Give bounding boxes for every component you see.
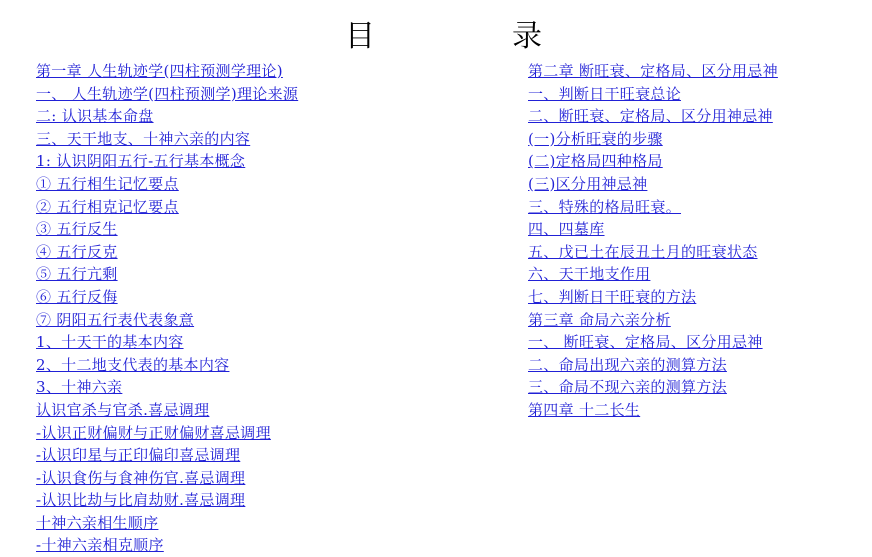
toc-entry[interactable]: ③ 五行反生 (36, 220, 118, 239)
toc-entry[interactable]: (一)分析旺衰的步骤 (528, 129, 663, 148)
toc-entry[interactable]: 一、 人生轨迹学(四柱预测学)理论来源 (36, 84, 299, 103)
toc-entry[interactable]: 七、判断日干旺衰的方法 (528, 287, 697, 306)
toc-entry[interactable]: 四、四墓库 (528, 220, 605, 239)
toc-entry[interactable]: 二: 认识基本命盘 (36, 107, 154, 126)
toc-entry[interactable]: 第三章 命局六亲分析 (528, 310, 671, 329)
toc-entry[interactable]: 第四章 十二长生 (528, 400, 641, 419)
toc-entry[interactable]: ⑥ 五行反侮 (36, 287, 118, 306)
toc-entry[interactable]: (三)区分用神忌神 (528, 174, 648, 193)
toc-entry[interactable]: -认识比劫与比肩劫财.喜忌调理 (36, 491, 246, 510)
toc-entry[interactable]: 三、命局不现六亲的测算方法 (528, 378, 727, 397)
toc-entry[interactable]: 3、十神六亲 (36, 378, 123, 397)
toc-entry[interactable]: -认识正财偏财与正财偏财喜忌调理 (36, 423, 271, 442)
toc-right-column (528, 60, 858, 422)
toc-entry[interactable]: ④ 五行反克 (36, 242, 118, 261)
toc-entry[interactable]: 一、判断日干旺衰总论 (528, 84, 682, 103)
toc-entry[interactable]: 第一章 人生轨迹学(四柱预测学理论) (36, 62, 283, 80)
toc-entry[interactable]: ⑤ 五行亢剩 (36, 265, 118, 284)
toc-entry[interactable]: 认识官杀与官杀.喜忌调理 (36, 400, 210, 419)
toc-entry[interactable]: 一、 断旺衰、定格局、区分用忌神 (528, 333, 763, 352)
toc-entry[interactable]: 六、天干地支作用 (528, 265, 651, 284)
toc-entry[interactable]: 三、天干地支、十神六亲的内容 (36, 129, 251, 148)
page-title-char-left: 目 (345, 19, 375, 54)
toc-entry[interactable]: 三、特殊的格局旺衰。 (528, 197, 682, 216)
page-title (0, 18, 872, 64)
toc-entry[interactable]: 五、戊已土在辰丑土月的旺衰状态 (528, 242, 758, 261)
toc-entry[interactable]: 1: 认识阴阳五行-五行基本概念 (36, 152, 246, 171)
page-title-char-right: 录 (512, 19, 542, 54)
toc-entry[interactable]: 2、十二地支代表的基本内容 (36, 355, 230, 374)
toc-entry[interactable]: ② 五行相克记忆要点 (36, 197, 179, 216)
toc-left-column (36, 60, 436, 557)
toc-entry[interactable]: 二、命局出现六亲的测算方法 (528, 355, 727, 374)
toc-entry[interactable]: 十神六亲相生顺序 (36, 513, 159, 532)
toc-entry[interactable]: 二、断旺衰、定格局、区分用神忌神 (528, 107, 773, 126)
toc-entry[interactable]: 第二章 断旺衰、定格局、区分用忌神 (528, 62, 778, 80)
toc-entry[interactable]: -认识食伤与食神伤官.喜忌调理 (36, 468, 246, 487)
toc-entry[interactable]: ⑦ 阴阳五行表代表象意 (36, 310, 195, 329)
toc-entry[interactable]: -认识印星与正印偏印喜忌调理 (36, 446, 241, 465)
toc-entry[interactable]: 1、十天干的基本内容 (36, 333, 184, 352)
toc-entry[interactable]: ① 五行相生记忆要点 (36, 174, 179, 193)
toc-entry[interactable]: (二)定格局四种格局 (528, 152, 663, 171)
toc-entry[interactable]: -十神六亲相克顺序 (36, 536, 164, 555)
